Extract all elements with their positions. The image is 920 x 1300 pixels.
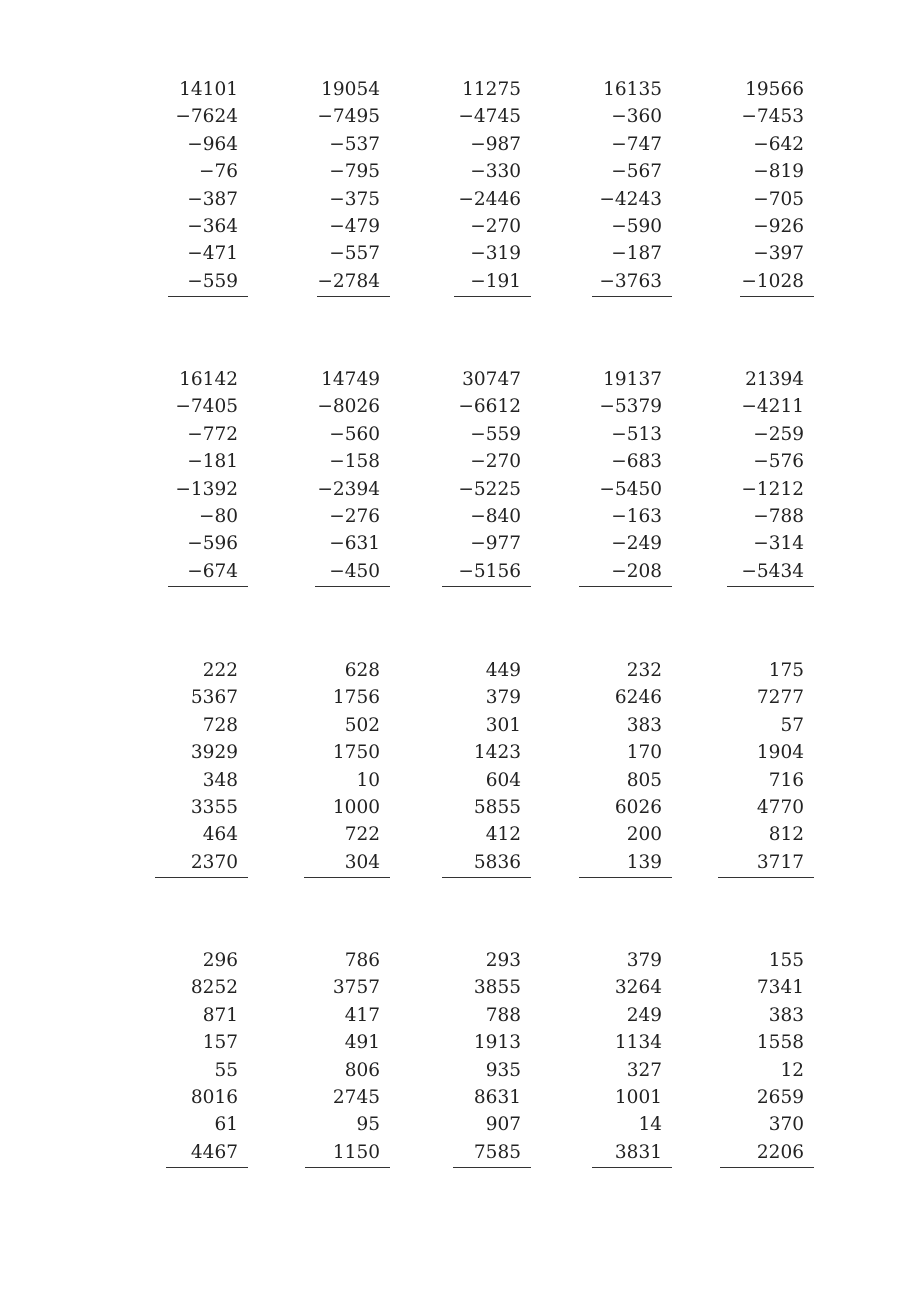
answer-line bbox=[592, 1167, 672, 1168]
operand: 5836 bbox=[473, 851, 521, 873]
answer-line bbox=[720, 1167, 814, 1168]
operand: 8016 bbox=[190, 1087, 238, 1108]
operand: −319 bbox=[470, 243, 521, 265]
answer-line bbox=[453, 1167, 531, 1168]
operand: −7453 bbox=[741, 106, 804, 128]
operand: −590 bbox=[611, 216, 662, 237]
answer-line bbox=[155, 877, 248, 878]
operand: −2446 bbox=[458, 188, 521, 210]
answer-line bbox=[740, 296, 814, 297]
answer-line bbox=[305, 1167, 390, 1168]
minuend: 222 bbox=[202, 660, 238, 681]
operand: −4243 bbox=[599, 188, 662, 210]
answer-line bbox=[579, 586, 672, 587]
operand: −5225 bbox=[458, 478, 521, 500]
answer-line bbox=[168, 296, 248, 297]
minuend: 232 bbox=[626, 660, 662, 681]
operand: 301 bbox=[485, 714, 521, 736]
answer-line bbox=[454, 296, 531, 297]
minuend: 14749 bbox=[321, 369, 380, 390]
operand: 1423 bbox=[473, 742, 521, 764]
operand: 502 bbox=[344, 714, 380, 736]
operand: −557 bbox=[329, 243, 380, 265]
operand: 379 bbox=[485, 687, 521, 709]
operand: −772 bbox=[187, 423, 238, 445]
answer-line bbox=[166, 1167, 248, 1168]
operand: −158 bbox=[329, 451, 380, 473]
operand: −840 bbox=[470, 506, 521, 527]
minuend: 19566 bbox=[745, 79, 804, 100]
operand: 95 bbox=[356, 1114, 380, 1136]
answer-line bbox=[168, 586, 248, 587]
operand: −705 bbox=[753, 188, 804, 210]
operand: −7495 bbox=[317, 106, 380, 128]
operand: 383 bbox=[768, 1004, 804, 1026]
minuend: 379 bbox=[626, 950, 662, 971]
operand: 716 bbox=[768, 769, 804, 791]
operand: 1913 bbox=[473, 1032, 521, 1054]
operand: −360 bbox=[611, 106, 662, 128]
operand: 3355 bbox=[190, 797, 238, 818]
operand: 8252 bbox=[190, 977, 238, 999]
operand: −314 bbox=[753, 533, 804, 555]
operand: 722 bbox=[344, 824, 380, 846]
operand: 370 bbox=[768, 1114, 804, 1136]
operand: 6026 bbox=[614, 797, 662, 818]
operand: 10 bbox=[356, 769, 380, 791]
operand: 1756 bbox=[332, 687, 380, 709]
operand: 806 bbox=[344, 1059, 380, 1081]
operand: 7277 bbox=[756, 687, 804, 709]
operand: 812 bbox=[768, 824, 804, 846]
operand: −163 bbox=[611, 506, 662, 527]
operand: 5367 bbox=[190, 687, 238, 709]
operand: −1212 bbox=[741, 478, 804, 500]
operand: −397 bbox=[753, 243, 804, 265]
operand: 348 bbox=[202, 769, 238, 791]
minuend: 19054 bbox=[321, 79, 380, 100]
operand: −270 bbox=[470, 216, 521, 237]
operand: −747 bbox=[611, 133, 662, 155]
operand: −7624 bbox=[175, 106, 238, 128]
operand: −513 bbox=[611, 423, 662, 445]
operand: 1001 bbox=[614, 1087, 662, 1108]
operand: 604 bbox=[485, 769, 521, 791]
operand: 1750 bbox=[332, 742, 380, 764]
answer-line bbox=[442, 586, 531, 587]
answer-line bbox=[315, 586, 390, 587]
operand: −4211 bbox=[741, 396, 804, 418]
operand: 61 bbox=[214, 1114, 238, 1136]
operand: −471 bbox=[187, 243, 238, 265]
operand: 304 bbox=[344, 851, 380, 873]
operand: −249 bbox=[611, 533, 662, 555]
operand: 5855 bbox=[473, 797, 521, 818]
operand: −596 bbox=[187, 533, 238, 555]
operand: 935 bbox=[485, 1059, 521, 1081]
operand: 139 bbox=[626, 851, 662, 873]
operand: −1392 bbox=[175, 478, 238, 500]
operand: 8631 bbox=[473, 1087, 521, 1108]
operand: −559 bbox=[470, 423, 521, 445]
operand: −3763 bbox=[599, 270, 662, 292]
operand: −375 bbox=[329, 188, 380, 210]
operand: 249 bbox=[626, 1004, 662, 1026]
operand: −259 bbox=[753, 423, 804, 445]
answer-line bbox=[304, 877, 390, 878]
minuend: 296 bbox=[202, 950, 238, 971]
minuend: 175 bbox=[768, 660, 804, 681]
operand: −270 bbox=[470, 451, 521, 473]
answer-line bbox=[579, 877, 672, 878]
operand: 3929 bbox=[190, 742, 238, 764]
minuend: 155 bbox=[768, 950, 804, 971]
operand: −8026 bbox=[317, 396, 380, 418]
operand: 170 bbox=[626, 742, 662, 764]
answer-line bbox=[442, 877, 531, 878]
operand: −567 bbox=[611, 161, 662, 183]
operand: −987 bbox=[470, 133, 521, 155]
operand: 491 bbox=[344, 1032, 380, 1054]
operand: −964 bbox=[187, 133, 238, 155]
answer-line bbox=[317, 296, 390, 297]
operand: −1028 bbox=[741, 270, 804, 292]
operand: 57 bbox=[780, 714, 804, 736]
operand: −5434 bbox=[741, 560, 804, 582]
operand: −191 bbox=[470, 270, 521, 292]
operand: −2784 bbox=[317, 270, 380, 292]
operand: −387 bbox=[187, 188, 238, 210]
operand: 2370 bbox=[190, 851, 238, 873]
operand: 14 bbox=[638, 1114, 662, 1136]
operand: 1134 bbox=[614, 1032, 662, 1054]
operand: 412 bbox=[485, 824, 521, 846]
operand: 3855 bbox=[473, 977, 521, 999]
minuend: 30747 bbox=[462, 369, 521, 390]
operand: −364 bbox=[187, 216, 238, 237]
operand: −5379 bbox=[599, 396, 662, 418]
operand: −479 bbox=[329, 216, 380, 237]
operand: 417 bbox=[344, 1004, 380, 1026]
minuend: 786 bbox=[344, 950, 380, 971]
operand: −642 bbox=[753, 133, 804, 155]
operand: 7341 bbox=[756, 977, 804, 999]
operand: −450 bbox=[329, 560, 380, 582]
operand: 805 bbox=[626, 769, 662, 791]
minuend: 293 bbox=[485, 950, 521, 971]
operand: −674 bbox=[187, 560, 238, 582]
operand: −819 bbox=[753, 161, 804, 183]
operand: 2206 bbox=[756, 1141, 804, 1163]
operand: 55 bbox=[214, 1059, 238, 1081]
operand: −926 bbox=[753, 216, 804, 237]
answer-line bbox=[592, 296, 672, 297]
minuend: 11275 bbox=[462, 79, 521, 100]
operand: −208 bbox=[611, 560, 662, 582]
operand: 728 bbox=[202, 714, 238, 736]
operand: −576 bbox=[753, 451, 804, 473]
operand: 871 bbox=[202, 1004, 238, 1026]
minuend: 449 bbox=[485, 660, 521, 681]
operand: −977 bbox=[470, 533, 521, 555]
minuend: 628 bbox=[344, 660, 380, 681]
operand: 1150 bbox=[332, 1141, 380, 1163]
operand: 383 bbox=[626, 714, 662, 736]
operand: 3717 bbox=[756, 851, 804, 873]
operand: 157 bbox=[202, 1032, 238, 1054]
operand: 907 bbox=[485, 1114, 521, 1136]
operand: 7585 bbox=[473, 1141, 521, 1163]
operand: −788 bbox=[753, 506, 804, 527]
operand: −631 bbox=[329, 533, 380, 555]
minuend: 21394 bbox=[745, 369, 804, 390]
operand: 1904 bbox=[756, 742, 804, 764]
minuend: 14101 bbox=[179, 79, 238, 100]
answer-line bbox=[727, 586, 814, 587]
operand: −560 bbox=[329, 423, 380, 445]
operand: 1000 bbox=[332, 797, 380, 818]
operand: 464 bbox=[202, 824, 238, 846]
operand: −537 bbox=[329, 133, 380, 155]
operand: −5156 bbox=[458, 560, 521, 582]
operand: 12 bbox=[780, 1059, 804, 1081]
operand: −6612 bbox=[458, 396, 521, 418]
operand: 200 bbox=[626, 824, 662, 846]
operand: −4745 bbox=[458, 106, 521, 128]
operand: 1558 bbox=[756, 1032, 804, 1054]
operand: 6246 bbox=[614, 687, 662, 709]
operand: 4467 bbox=[190, 1141, 238, 1163]
operand: −7405 bbox=[175, 396, 238, 418]
operand: −181 bbox=[187, 451, 238, 473]
operand: 3831 bbox=[614, 1141, 662, 1163]
operand: 2659 bbox=[756, 1087, 804, 1108]
operand: −80 bbox=[198, 506, 238, 527]
operand: −683 bbox=[611, 451, 662, 473]
operand: 4770 bbox=[756, 797, 804, 818]
minuend: 19137 bbox=[603, 369, 662, 390]
operand: 327 bbox=[626, 1059, 662, 1081]
operand: −2394 bbox=[317, 478, 380, 500]
operand: 3757 bbox=[332, 977, 380, 999]
operand: −5450 bbox=[599, 478, 662, 500]
operand: 788 bbox=[485, 1004, 521, 1026]
operand: −330 bbox=[470, 161, 521, 183]
operand: −559 bbox=[187, 270, 238, 292]
minuend: 16135 bbox=[603, 79, 662, 100]
operand: 3264 bbox=[614, 977, 662, 999]
operand: 2745 bbox=[332, 1087, 380, 1108]
operand: −187 bbox=[611, 243, 662, 265]
operand: −795 bbox=[329, 161, 380, 183]
minuend: 16142 bbox=[179, 369, 238, 390]
operand: −276 bbox=[329, 506, 380, 527]
answer-line bbox=[718, 877, 814, 878]
operand: −76 bbox=[198, 161, 238, 183]
